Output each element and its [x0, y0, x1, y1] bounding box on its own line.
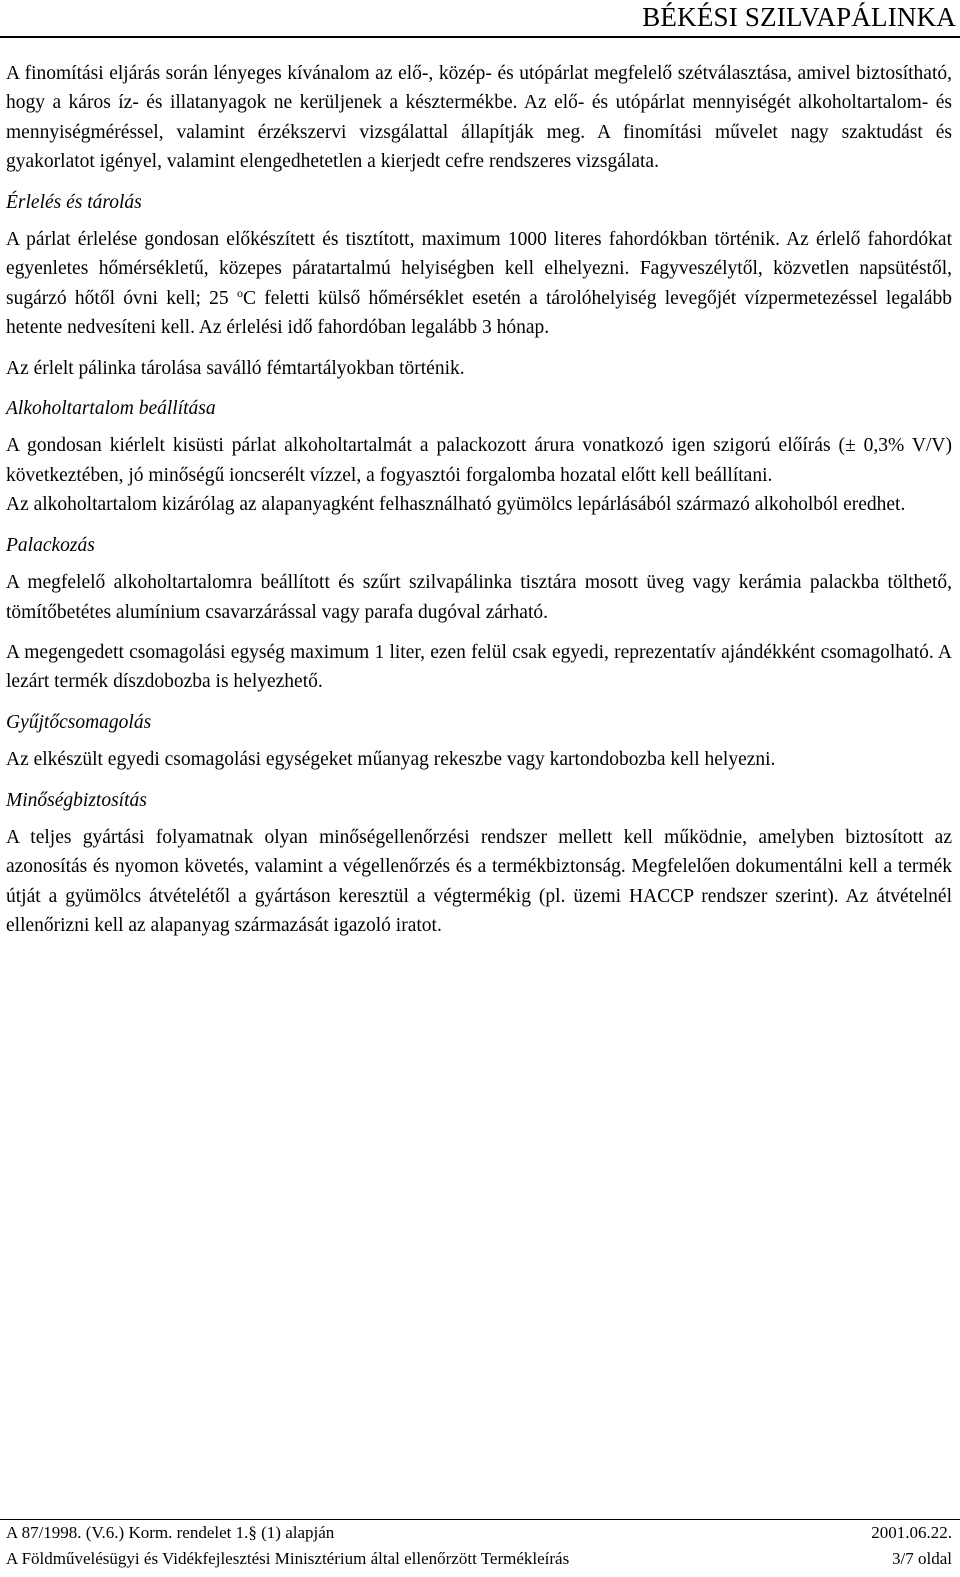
footer-date: 2001.06.22. [871, 1523, 952, 1542]
document-title: BÉKÉSI SZILVAPÁLINKA [642, 2, 956, 32]
erleles-text-part-1: A párlat érlelése gondosan előkészített és tisztított, maximum 1000 literes fahordókban történik. Az érlelő fahordókat egyenletes hőmérsékletű, közepes páratartalmú helyiségben kell elhelyezni. Fagyveszélytől, közvetlen napsütéstől, sugárzó hőtől óvni kell; 25 [6, 229, 952, 309]
palackozas-paragraph-2: A megengedett csomagolási egység maximum 1 liter, ezen felül csak egyedi, reprezentatív ajándékként csomagolható. A lezárt termék díszdobozba is helyezhető. [6, 641, 952, 693]
section-heading-gyujto: Gyűjtőcsomagolás [6, 711, 152, 733]
document-body [6, 59, 952, 952]
alkohol-paragraph-1: A gondosan kiérlelt kisüsti párlat alkoholtartalmát a palackozott árura vonatkozó igen szigorú előírás (± 0,3% V/V) következtében, jó minőségű ioncserélt vízzel, a fogyasztói forgalomba hozatal előtt kell beállítani. [6, 435, 952, 486]
intro-paragraph: A finomítási eljárás során lényeges kívánalom az elő-, közép- és utópárlat megfelelő szétválasztása, amivel biztosítható, hogy a káros íz- és illatanyagok ne kerüljenek a késztermékbe. Az elő- és utópárlat mennyiségét alkoholtartalom- és mennyiségméréssel, valamint érzékszervi vizsgálattal állapítják meg. A finomítási művelet nagy szaktudást és gyakorlatot igényel, valamint elengedhetetlen a kierjedt cefre rendszeres vizsgálata. [6, 63, 952, 173]
erleles-paragraph-2: Az érlelt pálinka tárolása saválló fémtartályokban történik. [6, 357, 465, 379]
section-heading-minoseg: Minőségbiztosítás [6, 789, 147, 811]
minoseg-paragraph-1: A teljes gyártási folyamatnak olyan minőségellenőrzési rendszer mellett kell működnie, amelyben biztosított az azonosítás és nyomon követés, valamint a végellenőrzés és a termékbiztonság. Megfelelően dokumentálni kell a termék útját a gyümölcs átvételétől a gyártáson keresztül a végtermékig (pl. üzemi HACCP rendszer szerint). Az átvételnél ellenőrizni kell az alapanyag származását igazoló iratot. [6, 826, 952, 937]
degree-superscript: o [236, 285, 243, 300]
footer-row-1 [6, 1521, 952, 1545]
section-heading-palackozas: Palackozás [6, 534, 95, 556]
section-heading-erleles: Érlelés és tárolás [6, 191, 142, 213]
erleles-text-part-2: C feletti külső hőmérséklet esetén a tárolóhelyiség levegőjét vízpermetezéssel legalább hetente nedvesíteni kell. Az érlelési idő fahordóban legalább 3 hónap. [6, 287, 952, 339]
footer-page-number: 3/7 oldal [892, 1549, 952, 1568]
gyujto-paragraph-1: Az elkészült egyedi csomagolási egységeket műanyag rekeszbe vagy kartondobozba kell helyezni. [6, 749, 776, 771]
palackozas-paragraph-1: A megfelelő alkoholtartalomra beállított és szűrt szilvapálinka tisztára mosott üveg vagy kerámia palackba tölthető, tömítőbetétes alumínium csavarzárással vagy parafa dugóval zárható. [6, 572, 952, 623]
footer-divider [0, 1519, 960, 1520]
section-heading-alkohol: Alkoholtartalom beállítása [6, 398, 216, 420]
footer-ministry: A Földművelésügyi és Vidékfejlesztési Minisztérium által ellenőrzött Termékleírás [6, 1549, 570, 1568]
alkohol-paragraph-2: Az alkoholtartalom kizárólag az alapanyagként felhasználható gyümölcs lepárlásából származó alkoholból eredhet. [6, 494, 906, 516]
footer-row-2 [6, 1547, 952, 1571]
erleles-paragraph-1 [6, 225, 952, 343]
footer-reference: A 87/1998. (V.6.) Korm. rendelet 1.§ (1) alapján [6, 1523, 335, 1542]
header-divider [0, 36, 960, 38]
